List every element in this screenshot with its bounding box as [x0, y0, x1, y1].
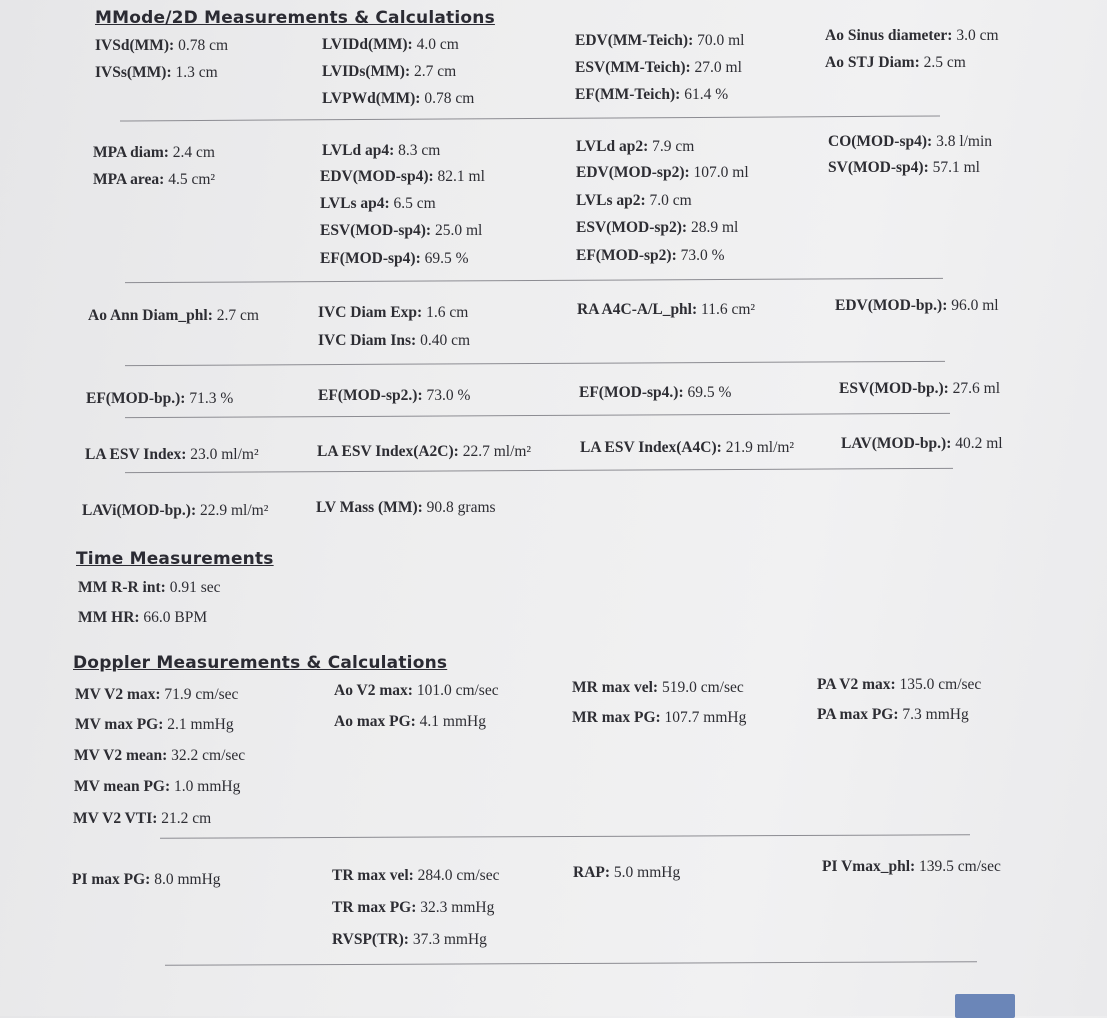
measurement-mv-maxpg: [75, 716, 234, 734]
measurement-esv-bp: [839, 380, 1000, 398]
measurement-value: 8.0 mmHg: [150, 871, 221, 888]
measurement-value: 4.1 mmHg: [415, 713, 486, 730]
measurement-label: RAP:: [573, 864, 611, 881]
divider: [125, 413, 950, 418]
measurement-lvld-ap2: [576, 138, 694, 156]
measurement-pa-maxpg: [817, 706, 969, 724]
measurement-label: CO(MOD-sp4):: [828, 133, 933, 150]
measurement-label: MPA area:: [93, 171, 165, 188]
measurement-value: 519.0 cm/sec: [658, 679, 744, 696]
measurement-value: 1.6 cm: [422, 304, 469, 321]
measurement-value: 21.2 cm: [157, 810, 212, 827]
measurement-value: 2.7 cm: [212, 307, 259, 324]
divider: [125, 468, 953, 473]
measurement-value: 57.1 ml: [928, 159, 980, 176]
measurement-label: IVC Diam Exp:: [318, 304, 423, 321]
measurement-label: MV V2 mean:: [74, 747, 168, 764]
measurement-label: LVLs ap2:: [576, 192, 646, 209]
measurement-value: 21.9 ml/m²: [721, 439, 795, 456]
measurement-label: ESV(MOD-sp4):: [320, 222, 432, 239]
measurement-esv-sp4: [320, 222, 482, 240]
measurement-value: 69.5 %: [683, 384, 732, 401]
measurement-value: 2.1 mmHg: [163, 716, 234, 733]
measurement-lav-bp: [841, 435, 1003, 453]
measurement-mpa-diam: [93, 144, 215, 162]
measurement-tr-maxvel: [332, 867, 499, 885]
measurement-edv-sp4: [320, 168, 485, 186]
measurement-label: LVIDd(MM):: [322, 36, 413, 53]
measurement-la-esv-index: [85, 446, 259, 464]
measurement-value: 7.3 mmHg: [898, 706, 969, 723]
divider: [160, 834, 970, 839]
measurement-label: LA ESV Index(A2C):: [317, 443, 459, 460]
measurement-label: LVLd ap2:: [576, 138, 649, 155]
measurement-lvls-ap2: [576, 192, 692, 210]
measurement-label: MV max PG:: [75, 716, 164, 733]
measurement-lvls-ap4: [320, 195, 436, 213]
measurement-label: PA V2 max:: [817, 676, 896, 693]
measurement-value: 8.3 cm: [394, 142, 441, 159]
measurement-ao-maxpg: [334, 713, 486, 731]
measurement-ivsd: [95, 37, 228, 55]
measurement-label: LA ESV Index:: [85, 446, 187, 463]
measurement-value: 0.91 sec: [165, 579, 221, 596]
measurement-value: 5.0 mmHg: [610, 864, 681, 881]
measurement-mm-rr: [78, 579, 220, 597]
measurement-label: Ao max PG:: [334, 713, 416, 730]
measurement-edv-teich: [575, 32, 744, 50]
measurement-value: 22.9 ml/m²: [196, 502, 269, 519]
measurement-label: PI Vmax_phl:: [822, 858, 916, 875]
measurement-label: MM HR:: [78, 609, 140, 626]
measurement-label: EDV(MM-Teich):: [575, 32, 694, 49]
measurement-pa-v2max: [817, 676, 981, 694]
corner-stamp: [955, 994, 1015, 1018]
measurement-value: 3.8 l/min: [932, 133, 993, 150]
measurement-ao-ann: [88, 307, 259, 325]
measurement-value: 0.78 cm: [174, 37, 229, 54]
measurement-value: 82.1 ml: [433, 168, 485, 185]
measurement-edv-sp2: [576, 164, 749, 182]
measurement-pi-maxpg: [72, 871, 221, 889]
measurement-value: 4.5 cm²: [164, 171, 216, 188]
measurement-ao-stj: [825, 54, 966, 72]
measurement-label: LA ESV Index(A4C):: [580, 439, 722, 456]
measurement-ef-sp2: [576, 247, 725, 265]
measurement-ef-teich: [575, 86, 728, 104]
measurement-value: 22.7 ml/m²: [458, 443, 532, 460]
measurement-label: RVSP(TR):: [332, 931, 409, 948]
measurement-label: Ao Sinus diameter:: [825, 27, 953, 44]
section-title-doppler: Doppler Measurements & Calculations: [73, 653, 448, 673]
measurement-value: 1.3 cm: [171, 64, 218, 81]
measurement-label: TR max PG:: [332, 899, 417, 916]
measurement-lvpwd: [322, 90, 474, 108]
measurement-label: LV Mass (MM):: [316, 499, 423, 516]
measurement-rap: [573, 864, 680, 882]
measurement-value: 73.0 %: [676, 247, 725, 264]
measurement-label: EF(MM-Teich):: [575, 86, 681, 103]
measurement-label: IVC Diam Ins:: [318, 332, 417, 349]
measurement-ao-sinus: [825, 27, 999, 45]
measurement-lvidd: [322, 36, 459, 54]
measurement-label: LAV(MOD-bp.):: [841, 435, 952, 452]
measurement-value: 28.9 ml: [687, 219, 739, 236]
measurement-esv-teich: [575, 59, 742, 77]
measurement-value: 32.2 cm/sec: [167, 747, 246, 764]
measurement-value: 4.0 cm: [412, 36, 459, 53]
measurement-tr-maxpg: [332, 899, 494, 917]
measurement-label: EDV(MOD-bp.):: [835, 297, 948, 314]
measurement-value: 27.0 ml: [690, 59, 742, 76]
measurement-label: LVPWd(MM):: [322, 90, 421, 107]
divider: [120, 115, 940, 121]
measurement-label: MPA diam:: [93, 144, 169, 161]
measurement-pi-vmax: [822, 858, 1001, 876]
measurement-label: Ao V2 max:: [334, 682, 413, 699]
measurement-mv-vti: [73, 810, 211, 828]
measurement-value: 6.5 cm: [389, 195, 436, 212]
section-title-mmode: MMode/2D Measurements & Calculations: [95, 8, 495, 28]
measurement-value: 11.6 cm²: [697, 301, 756, 318]
measurement-value: 139.5 cm/sec: [915, 858, 1001, 875]
measurement-label: IVSd(MM):: [95, 37, 175, 54]
measurement-value: 69.5 %: [420, 250, 469, 267]
measurement-label: EF(MOD-sp2):: [576, 247, 677, 264]
measurement-mv-v2max: [75, 686, 238, 704]
measurement-label: MR max vel:: [572, 679, 659, 696]
measurement-value: 7.0 cm: [645, 192, 692, 209]
measurement-label: SV(MOD-sp4):: [828, 159, 929, 176]
measurement-value: 107.0 ml: [689, 164, 749, 181]
measurement-value: 71.9 cm/sec: [160, 686, 239, 703]
measurement-label: PA max PG:: [817, 706, 899, 723]
divider: [125, 278, 943, 283]
measurement-value: 1.0 mmHg: [170, 778, 241, 795]
divider: [165, 961, 977, 966]
measurement-mv-meanpg: [74, 778, 240, 796]
measurement-value: 101.0 cm/sec: [412, 682, 499, 699]
measurement-value: 2.4 cm: [168, 144, 215, 161]
measurement-mr-maxpg: [572, 709, 746, 727]
measurement-ivc-exp: [318, 304, 468, 322]
measurement-la-esv-a4c: [580, 439, 794, 457]
measurement-value: 66.0 BPM: [139, 609, 208, 626]
measurement-sv-sp4: [828, 159, 980, 177]
measurement-label: ESV(MOD-bp.):: [839, 380, 949, 397]
measurement-label: PI max PG:: [72, 871, 151, 888]
measurement-ivc-ins: [318, 332, 470, 350]
measurement-mv-v2mean: [74, 747, 245, 765]
measurement-mpa-area: [93, 171, 215, 189]
measurement-label: MV mean PG:: [74, 778, 171, 795]
measurement-label: EF(MOD-sp4.):: [579, 384, 684, 401]
measurement-label: TR max vel:: [332, 867, 414, 884]
measurement-label: LAVi(MOD-bp.):: [82, 502, 197, 519]
section-title-time: Time Measurements: [76, 549, 274, 569]
measurement-label: LVIDs(MM):: [322, 63, 411, 80]
measurement-label: Ao Ann Diam_phl:: [88, 307, 213, 324]
measurement-value: 96.0 ml: [947, 297, 999, 314]
divider: [125, 361, 945, 366]
measurement-value: 135.0 cm/sec: [895, 676, 982, 693]
measurement-value: 2.7 cm: [410, 63, 457, 80]
measurement-value: 0.78 cm: [420, 90, 475, 107]
measurement-mm-hr: [78, 609, 207, 627]
measurement-ivss: [95, 64, 218, 82]
measurement-ra-a4c: [577, 301, 755, 319]
measurement-label: EF(MOD-sp2.):: [318, 387, 423, 404]
measurement-value: 73.0 %: [422, 387, 471, 404]
measurement-label: ESV(MM-Teich):: [575, 59, 691, 76]
measurement-mr-maxvel: [572, 679, 744, 697]
measurement-rvsp: [332, 931, 487, 949]
measurement-label: LVLs ap4:: [320, 195, 390, 212]
measurement-value: 27.6 ml: [948, 380, 1001, 397]
measurement-label: MV V2 max:: [75, 686, 161, 703]
measurement-label: ESV(MOD-sp2):: [576, 219, 688, 236]
measurement-value: 90.8 grams: [422, 499, 496, 516]
measurement-ef-sp4: [320, 250, 469, 268]
measurement-label: MV V2 VTI:: [73, 810, 158, 827]
measurement-value: 3.0 cm: [952, 27, 999, 44]
measurement-value: 23.0 ml/m²: [186, 446, 259, 463]
measurement-label: LVLd ap4:: [322, 142, 395, 159]
measurement-label: EF(MOD-bp.):: [86, 390, 186, 407]
measurement-value: 0.40 cm: [416, 332, 470, 349]
measurement-value: 2.5 cm: [919, 54, 966, 71]
measurement-label: EF(MOD-sp4):: [320, 250, 421, 267]
measurement-lv-mass: [316, 499, 496, 517]
measurement-value: 107.7 mmHg: [660, 709, 747, 726]
measurement-edv-bp: [835, 297, 999, 315]
measurement-value: 32.3 mmHg: [416, 899, 495, 916]
measurement-value: 70.0 ml: [693, 32, 745, 49]
measurement-label: IVSs(MM):: [95, 64, 172, 81]
measurement-la-esv-a2c: [317, 443, 531, 461]
measurement-ef-bp: [86, 390, 233, 408]
measurement-value: 40.2 ml: [951, 435, 1003, 452]
measurement-label: RA A4C-A/L_phl:: [577, 301, 698, 318]
measurement-lvld-ap4: [322, 142, 440, 160]
measurement-ef-sp2-b: [318, 387, 470, 405]
measurement-ef-sp4-b: [579, 384, 731, 402]
measurement-lavi-bp: [82, 502, 268, 520]
measurement-esv-sp2: [576, 219, 738, 237]
measurement-value: 7.9 cm: [648, 138, 695, 155]
measurement-value: 25.0 ml: [431, 222, 483, 239]
measurement-value: 71.3 %: [185, 390, 234, 407]
measurement-label: MM R-R int:: [78, 579, 166, 596]
measurement-label: Ao STJ Diam:: [825, 54, 920, 71]
measurement-ao-v2max: [334, 682, 499, 700]
measurement-label: EDV(MOD-sp4):: [320, 168, 434, 185]
measurement-label: MR max PG:: [572, 709, 661, 726]
measurement-value: 61.4 %: [680, 86, 729, 103]
measurement-value: 284.0 cm/sec: [413, 867, 500, 884]
measurement-label: EDV(MOD-sp2):: [576, 164, 690, 181]
measurement-value: 37.3 mmHg: [408, 931, 487, 948]
measurement-lvids: [322, 63, 456, 81]
measurement-co-sp4: [828, 133, 992, 151]
